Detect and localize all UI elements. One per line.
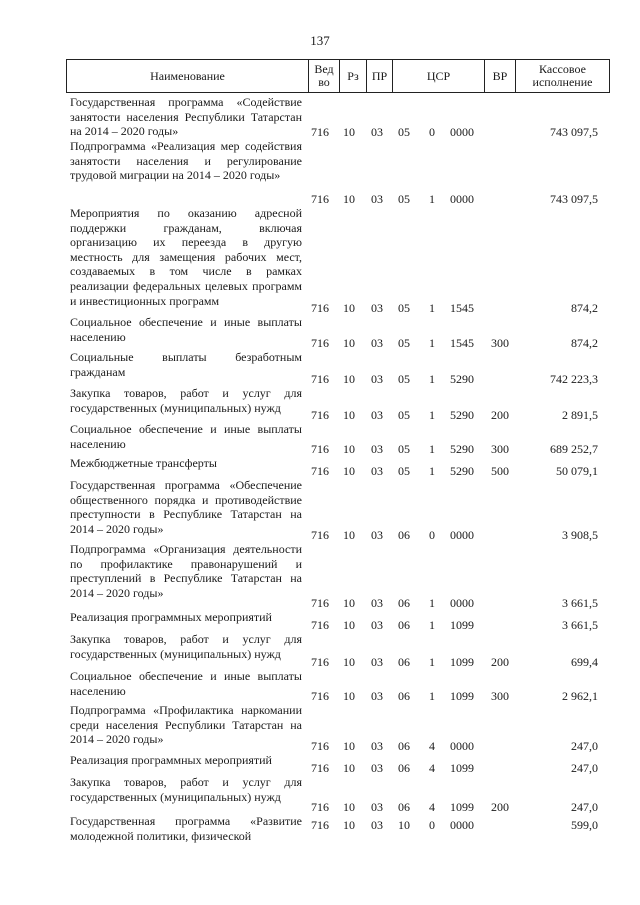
- cell-csr-3: 1099: [450, 655, 474, 669]
- cell-csr-2: 1: [429, 301, 435, 315]
- table-row: [70, 386, 610, 422]
- cell-csr-3: 0000: [450, 596, 474, 610]
- cell-csr-2: 1: [429, 689, 435, 703]
- cell-csr-1: 06: [398, 739, 410, 753]
- cell-rz: 10: [343, 528, 355, 542]
- cell-ved: 716: [311, 372, 329, 386]
- row-name: Подпрограмма «Профилактика наркомании среди населения Республики Татарстан на 2014 – 2020 годы»: [70, 703, 302, 747]
- cell-rz: 10: [343, 192, 355, 206]
- row-name: Межбюджетные трансферты: [70, 456, 217, 470]
- cell-rz: 10: [343, 800, 355, 814]
- cell-sum: 2 891,5: [562, 408, 598, 422]
- cell-csr-2: 4: [429, 761, 435, 775]
- cell-ved: 716: [311, 818, 329, 832]
- table-row: [70, 610, 610, 632]
- cell-sum: 689 252,7: [550, 442, 598, 456]
- cell-csr-2: 1: [429, 596, 435, 610]
- cell-pr: 03: [371, 655, 383, 669]
- cell-pr: 03: [371, 818, 383, 832]
- header-csr: ЦСР: [392, 60, 484, 92]
- cell-csr-1: 10: [398, 818, 410, 832]
- cell-vr: 200: [491, 655, 509, 669]
- cell-csr-1: 06: [398, 689, 410, 703]
- cell-pr: 03: [371, 739, 383, 753]
- cell-rz: 10: [343, 818, 355, 832]
- header-ved: Ведво: [308, 60, 339, 92]
- cell-csr-3: 0000: [450, 125, 474, 139]
- cell-rz: 10: [343, 739, 355, 753]
- table-row: [70, 456, 610, 478]
- table-body: [70, 95, 610, 846]
- cell-pr: 03: [371, 408, 383, 422]
- cell-sum: 599,0: [571, 818, 598, 832]
- cell-csr-2: 1: [429, 372, 435, 386]
- cell-csr-3: 1545: [450, 336, 474, 350]
- cell-rz: 10: [343, 336, 355, 350]
- header-sum: Кассовое исполнение: [515, 60, 609, 92]
- cell-ved: 716: [311, 528, 329, 542]
- cell-pr: 03: [371, 125, 383, 139]
- cell-csr-2: 1: [429, 408, 435, 422]
- cell-ved: 716: [311, 800, 329, 814]
- cell-vr: 300: [491, 442, 509, 456]
- page-number: 137: [310, 33, 330, 48]
- cell-csr-3: 5290: [450, 408, 474, 422]
- table-row: [70, 315, 610, 350]
- cell-sum: 699,4: [571, 655, 598, 669]
- cell-ved: 716: [311, 689, 329, 703]
- table-row: [70, 350, 610, 386]
- cell-csr-2: 4: [429, 800, 435, 814]
- cell-vr: 200: [491, 408, 509, 422]
- cell-rz: 10: [343, 596, 355, 610]
- table-row: [70, 542, 610, 610]
- cell-csr-2: 0: [429, 818, 435, 832]
- table-header: [66, 59, 610, 93]
- cell-csr-1: 05: [398, 336, 410, 350]
- table-row: [70, 139, 610, 206]
- cell-ved: 716: [311, 655, 329, 669]
- cell-csr-1: 05: [398, 442, 410, 456]
- cell-rz: 10: [343, 125, 355, 139]
- cell-pr: 03: [371, 301, 383, 315]
- cell-sum: 3 661,5: [562, 596, 598, 610]
- cell-csr-1: 06: [398, 596, 410, 610]
- row-name: Подпрограмма «Организация деятельности по профилактике правонарушений и преступлений в Республике Татарстан на 2014 – 2020 годы»: [70, 542, 302, 600]
- cell-csr-1: 05: [398, 408, 410, 422]
- cell-ved: 716: [311, 596, 329, 610]
- cell-csr-1: 05: [398, 301, 410, 315]
- table-row: [70, 206, 610, 315]
- row-name: Закупка товаров, работ и услуг для государственных (муниципальных) нужд: [70, 775, 302, 804]
- cell-sum: 874,2: [571, 336, 598, 350]
- cell-csr-3: 1099: [450, 800, 474, 814]
- table-row: [70, 703, 610, 753]
- cell-vr: 500: [491, 464, 509, 478]
- cell-csr-2: 1: [429, 464, 435, 478]
- cell-rz: 10: [343, 655, 355, 669]
- cell-csr-1: 06: [398, 761, 410, 775]
- row-name: Закупка товаров, работ и услуг для государственных (муниципальных) нужд: [70, 632, 302, 661]
- cell-csr-1: 05: [398, 192, 410, 206]
- row-name: Государственная программа «Содействие занятости населения Республики Татарстан на 2014 – 2020 годы»: [70, 95, 302, 139]
- cell-csr-2: 1: [429, 655, 435, 669]
- cell-ved: 716: [311, 761, 329, 775]
- cell-csr-3: 0000: [450, 818, 474, 832]
- cell-rz: 10: [343, 301, 355, 315]
- cell-csr-2: 4: [429, 739, 435, 753]
- header-vr: ВР: [484, 60, 515, 92]
- cell-pr: 03: [371, 689, 383, 703]
- header-rz: Рз: [339, 60, 366, 92]
- cell-ved: 716: [311, 408, 329, 422]
- cell-pr: 03: [371, 464, 383, 478]
- row-name: Мероприятия по оказанию адресной поддержки гражданам, включая организацию их переезда в другую местность для замещения рабочих мест, создаваемых в том числе в рамках реализации федеральных целевых программ и инвестиционных программ: [70, 206, 302, 308]
- cell-sum: 874,2: [571, 301, 598, 315]
- cell-sum: 743 097,5: [550, 125, 598, 139]
- cell-vr: 300: [491, 336, 509, 350]
- table-row: [70, 632, 610, 669]
- cell-ved: 716: [311, 192, 329, 206]
- cell-sum: 247,0: [571, 800, 598, 814]
- cell-sum: 247,0: [571, 739, 598, 753]
- cell-csr-2: 1: [429, 192, 435, 206]
- cell-sum: 3 661,5: [562, 618, 598, 632]
- cell-ved: 716: [311, 301, 329, 315]
- row-name: Социальные выплаты безработным гражданам: [70, 350, 302, 379]
- cell-csr-2: 1: [429, 442, 435, 456]
- cell-sum: 50 079,1: [556, 464, 598, 478]
- table-row: [70, 753, 610, 775]
- cell-csr-1: 05: [398, 372, 410, 386]
- cell-rz: 10: [343, 689, 355, 703]
- header-name: Наименование: [150, 68, 225, 83]
- cell-pr: 03: [371, 442, 383, 456]
- cell-csr-1: 06: [398, 655, 410, 669]
- cell-ved: 716: [311, 464, 329, 478]
- cell-rz: 10: [343, 408, 355, 422]
- cell-vr: 200: [491, 800, 509, 814]
- cell-csr-2: 0: [429, 528, 435, 542]
- cell-csr-3: 1099: [450, 618, 474, 632]
- row-name: Подпрограмма «Реализация мер содействия занятости населения и регулирование трудовой миграции на 2014 – 2020 годы»: [70, 139, 302, 183]
- cell-rz: 10: [343, 464, 355, 478]
- cell-sum: 2 962,1: [562, 689, 598, 703]
- cell-csr-3: 1099: [450, 761, 474, 775]
- cell-csr-3: 1099: [450, 689, 474, 703]
- cell-csr-3: 5290: [450, 372, 474, 386]
- cell-ved: 716: [311, 336, 329, 350]
- cell-csr-3: 1545: [450, 301, 474, 315]
- cell-csr-2: 0: [429, 125, 435, 139]
- row-name: Социальное обеспечение и иные выплаты населению: [70, 422, 302, 451]
- cell-csr-3: 5290: [450, 464, 474, 478]
- cell-ved: 716: [311, 125, 329, 139]
- header-pr: ПР: [366, 60, 392, 92]
- cell-pr: 03: [371, 372, 383, 386]
- cell-pr: 03: [371, 192, 383, 206]
- row-name: Государственная программа «Обеспечение общественного порядка и противодействие преступности в Республике Татарстан на 2014 – 2020 годы»: [70, 478, 302, 536]
- table-row: [70, 775, 610, 814]
- cell-pr: 03: [371, 596, 383, 610]
- table-row: [70, 422, 610, 456]
- table-row: [70, 95, 610, 139]
- cell-pr: 03: [371, 761, 383, 775]
- row-name: Реализация программных мероприятий: [70, 753, 272, 767]
- cell-ved: 716: [311, 739, 329, 753]
- cell-ved: 716: [311, 618, 329, 632]
- cell-pr: 03: [371, 800, 383, 814]
- cell-ved: 716: [311, 442, 329, 456]
- cell-pr: 03: [371, 336, 383, 350]
- cell-csr-1: 05: [398, 125, 410, 139]
- row-name: Социальное обеспечение и иные выплаты населению: [70, 669, 302, 698]
- cell-rz: 10: [343, 761, 355, 775]
- row-name: Государственная программа «Развитие молодежной политики, физической: [70, 814, 302, 843]
- cell-sum: 3 908,5: [562, 528, 598, 542]
- cell-pr: 03: [371, 528, 383, 542]
- cell-csr-2: 1: [429, 618, 435, 632]
- cell-rz: 10: [343, 442, 355, 456]
- table-row: [70, 814, 610, 846]
- cell-csr-1: 06: [398, 800, 410, 814]
- cell-csr-1: 06: [398, 618, 410, 632]
- cell-csr-3: 0000: [450, 739, 474, 753]
- cell-sum: 742 223,3: [550, 372, 598, 386]
- cell-csr-3: 5290: [450, 442, 474, 456]
- table-row: [70, 478, 610, 542]
- row-name: Социальное обеспечение и иные выплаты населению: [70, 315, 302, 344]
- cell-pr: 03: [371, 618, 383, 632]
- row-name: Закупка товаров, работ и услуг для государственных (муниципальных) нужд: [70, 386, 302, 415]
- cell-csr-1: 06: [398, 528, 410, 542]
- cell-csr-3: 0000: [450, 192, 474, 206]
- table-row: [70, 669, 610, 703]
- cell-sum: 743 097,5: [550, 192, 598, 206]
- cell-vr: 300: [491, 689, 509, 703]
- cell-rz: 10: [343, 618, 355, 632]
- cell-csr-1: 05: [398, 464, 410, 478]
- cell-csr-3: 0000: [450, 528, 474, 542]
- row-name: Реализация программных мероприятий: [70, 610, 272, 624]
- cell-rz: 10: [343, 372, 355, 386]
- cell-sum: 247,0: [571, 761, 598, 775]
- cell-csr-2: 1: [429, 336, 435, 350]
